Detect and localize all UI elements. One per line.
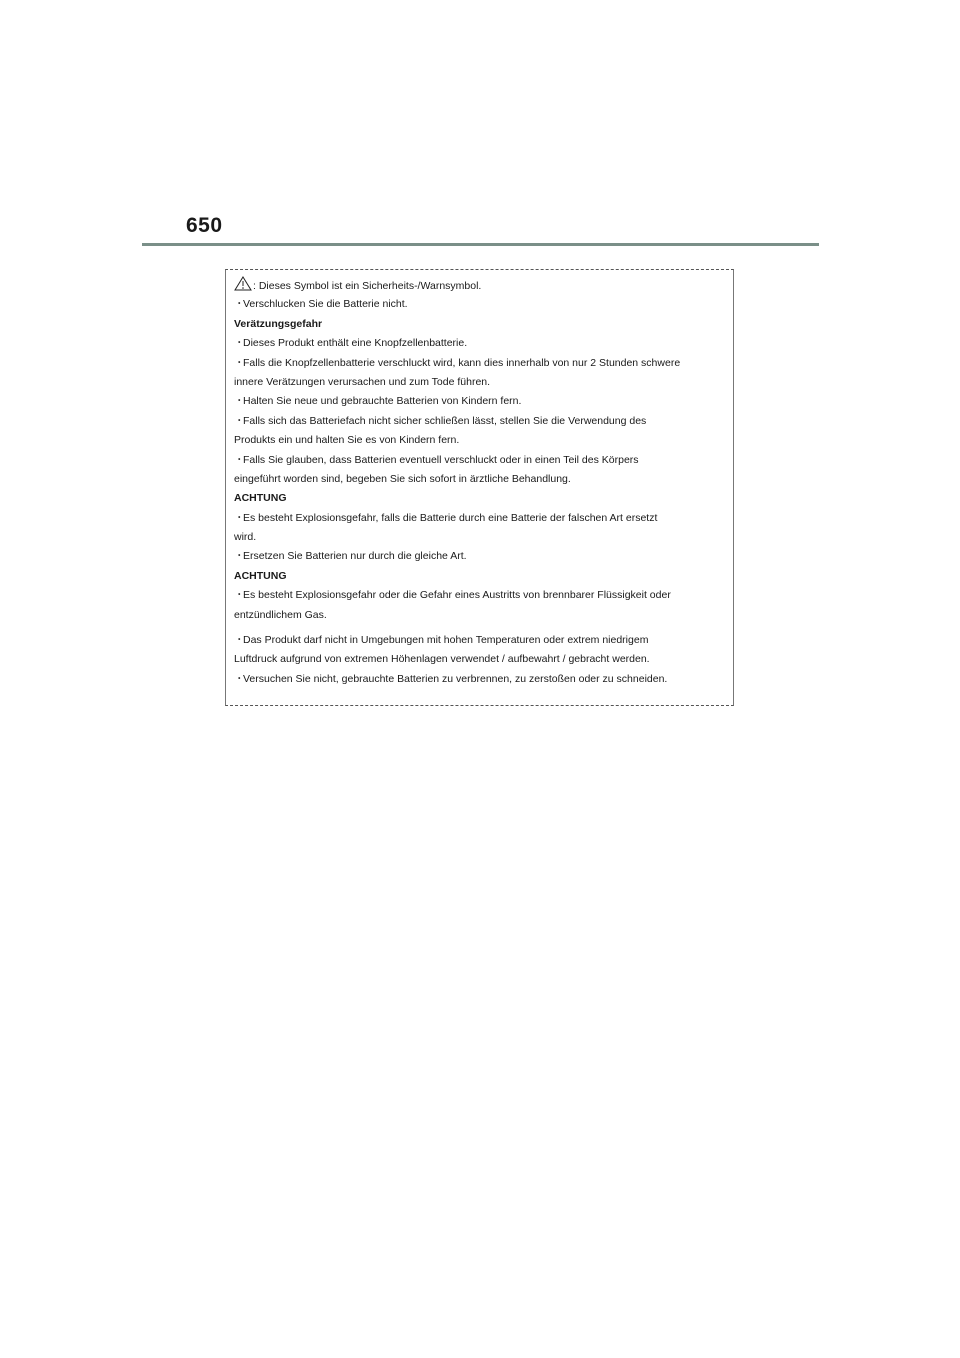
bullet-mark: ・ bbox=[234, 337, 245, 350]
bullet-mark: ・ bbox=[234, 298, 245, 311]
line-text: Dieses Produkt enthält eine Knopfzellenbatterie. bbox=[243, 337, 468, 350]
bullet-mark: ・ bbox=[234, 550, 245, 563]
header-divider bbox=[142, 243, 819, 246]
bullet-item bbox=[234, 392, 725, 411]
warning-heading bbox=[234, 315, 725, 334]
line-text: Falls die Knopfzellenbatterie verschluckt wird, kann dies innerhalb von nur 2 Stunden schwere bbox=[243, 356, 681, 369]
warning-lines bbox=[234, 295, 725, 689]
line-text: Es besteht Explosionsgefahr oder die Gefahr eines Austritts von brennbarer Flüssigkeit oder bbox=[243, 589, 671, 602]
bullet-item bbox=[234, 547, 725, 566]
bullet-item bbox=[234, 631, 725, 650]
bullet-item bbox=[234, 586, 725, 605]
line-text: Ersetzen Sie Batterien nur durch die gleiche Art. bbox=[243, 550, 467, 563]
warning-heading bbox=[234, 489, 725, 508]
line-text: Verschlucken Sie die Batterie nicht. bbox=[243, 298, 408, 311]
line-text: Falls Sie glauben, dass Batterien eventuell verschluckt oder in einen Teil des Körpers bbox=[243, 453, 639, 466]
line-text: Verätzungsgefahr bbox=[234, 317, 323, 330]
line-text: Halten Sie neue und gebrauchte Batterien von Kindern fern. bbox=[243, 395, 522, 408]
symbol-legend-line bbox=[234, 276, 725, 295]
bullet-item bbox=[234, 354, 725, 373]
line-text: ACHTUNG bbox=[234, 569, 287, 582]
line-text: Produkts ein und halten Sie es von Kindern fern. bbox=[234, 434, 460, 447]
bullet-mark: ・ bbox=[234, 453, 245, 466]
bullet-item bbox=[234, 451, 725, 470]
bullet-mark: ・ bbox=[234, 414, 245, 427]
line-text: wird. bbox=[234, 531, 257, 544]
continuation-line bbox=[234, 470, 725, 489]
bullet-mark: ・ bbox=[234, 634, 245, 647]
continuation-line bbox=[234, 650, 725, 669]
continuation-line bbox=[234, 606, 725, 625]
page-number: 650 bbox=[186, 214, 223, 237]
bullet-mark: ・ bbox=[234, 589, 245, 602]
bullet-item bbox=[234, 334, 725, 353]
bullet-item bbox=[234, 509, 725, 528]
line-text: Versuchen Sie nicht, gebrauchte Batterien zu verbrennen, zu zerstoßen oder zu schneiden. bbox=[243, 672, 668, 685]
bullet-mark: ・ bbox=[234, 395, 245, 408]
warning-heading bbox=[234, 567, 725, 586]
continuation-line bbox=[234, 373, 725, 392]
line-text: eingeführt worden sind, begeben Sie sich sofort in ärztliche Behandlung. bbox=[234, 472, 571, 485]
line-text: Luftdruck aufgrund von extremen Höhenlagen verwendet / aufbewahrt / gebracht werden. bbox=[234, 653, 650, 666]
battery-warning-box bbox=[225, 269, 734, 706]
warning-triangle-icon bbox=[234, 276, 252, 291]
line-text: Das Produkt darf nicht in Umgebungen mit hohen Temperaturen oder extrem niedrigem bbox=[243, 634, 649, 647]
line-text: entzündlichem Gas. bbox=[234, 608, 327, 621]
line-text: Falls sich das Batteriefach nicht sicher schließen lässt, stellen Sie die Verwendung des bbox=[243, 414, 647, 427]
bullet-item bbox=[234, 670, 725, 689]
line-text: Es besteht Explosionsgefahr, falls die Batterie durch eine Batterie der falschen Art ersetzt bbox=[243, 511, 658, 524]
line-text: innere Verätzungen verursachen und zum Tode führen. bbox=[234, 375, 491, 388]
line-text: ACHTUNG bbox=[234, 492, 287, 505]
bullet-item bbox=[234, 295, 725, 314]
symbol-legend-text: : Dieses Symbol ist ein Sicherheits-/Warnsymbol. bbox=[253, 280, 482, 292]
bullet-mark: ・ bbox=[234, 511, 245, 524]
continuation-line bbox=[234, 528, 725, 547]
continuation-line bbox=[234, 431, 725, 450]
bullet-mark: ・ bbox=[234, 672, 245, 685]
bullet-item bbox=[234, 412, 725, 431]
bullet-mark: ・ bbox=[234, 356, 245, 369]
